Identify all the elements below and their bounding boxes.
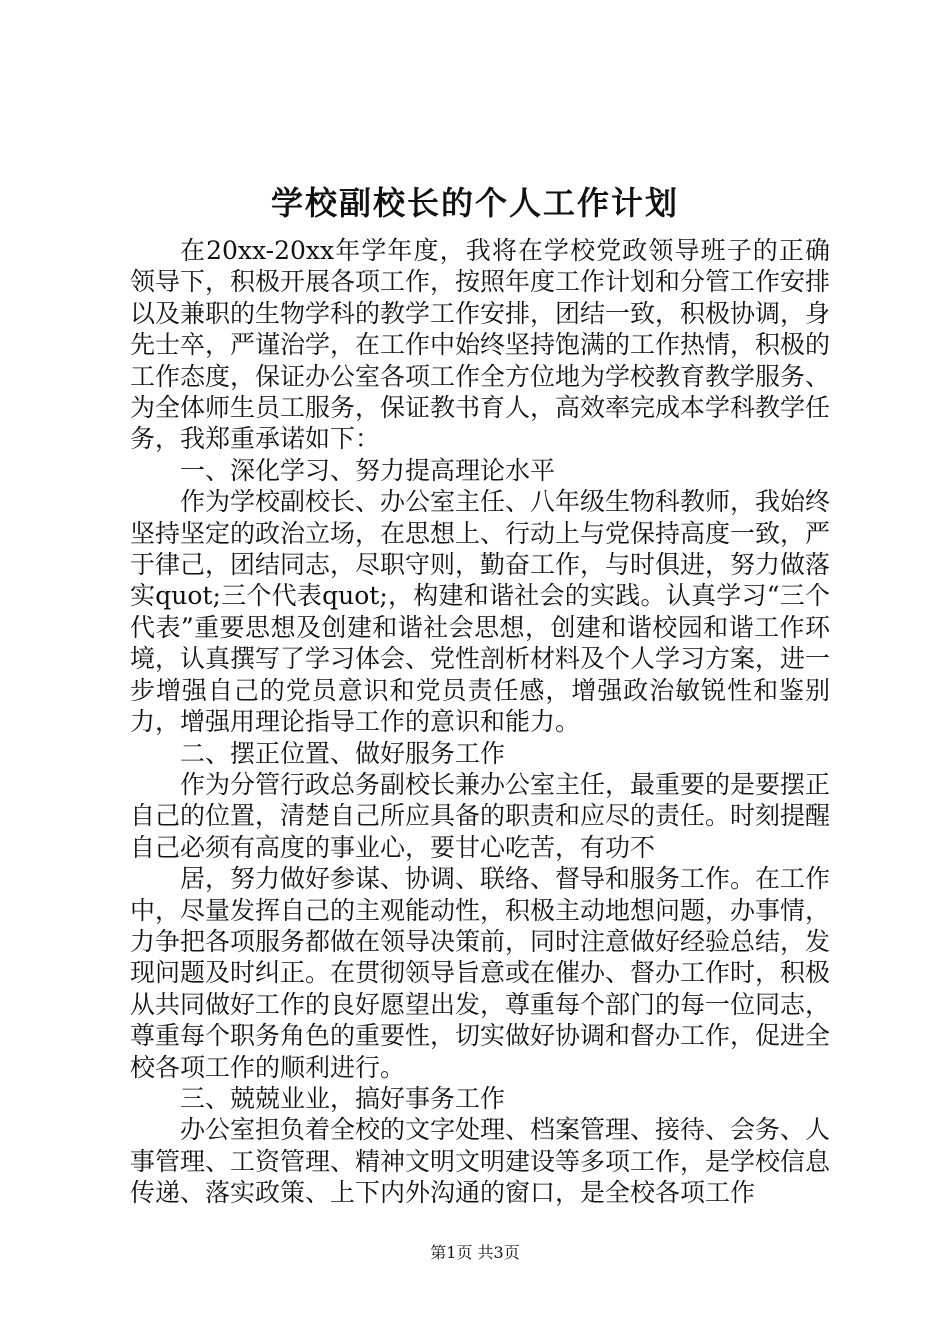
section-heading-2: 二、摆正位置、做好服务工作 <box>180 738 506 768</box>
section-heading-3: 三、兢兢业业，搞好事务工作 <box>180 1083 506 1113</box>
section-2-paragraph-a: 作为分管行政总务副校长兼办公室主任，最重要的是要摆正自己的位置，清楚自己所应具备的职责和应尽的责任。时刻提醒自己必须有高度的事业心，要甘心吃苦，有功不 <box>130 769 831 862</box>
page-footer: 第1页 共3页 <box>430 1243 520 1262</box>
section-1-paragraph: 作为学校副校长、办公室主任、八年级生物科教师，我始终坚持坚定的政治立场，在思想上、行动上与党保持高度一致，严于律己，团结同志，尽职守则，勤奋工作，与时俱进，努力做落实quot;三个代表quot;，构建和谐社会的实践。认真学习“三个代表”重要思想及创建和谐社会思想，创建和谐校园和谐工作环境，认真撰写了学习体会、党性剖析材料及个人学习方案，进一步增强自己的党员意识和党员责任感，增强政治敏锐性和鉴别力，增强用理论指导工作的意识和能力。 <box>130 487 831 737</box>
section-heading-1: 一、深化学习、努力提高理论水平 <box>180 455 556 485</box>
intro-paragraph: 在20xx-20xx年学年度，我将在学校党政领导班子的正确领导下，积极开展各项工作，按照年度工作计划和分管工作安排以及兼职的生物学科的教学工作安排，团结一致，积极协调，身先士卒，严谨治学，在工作中始终坚持饱满的工作热情，积极的工作态度，保证办公室各项工作全方位地为学校教育教学服务、为全体师生员工服务，保证教书育人，高效率完成本学科教学任务，我郑重承诺如下： <box>130 236 831 454</box>
document-title: 学校副校长的个人工作计划 <box>270 184 679 222</box>
section-2-paragraph-b: 居，努力做好参谋、协调、联络、督导和服务工作。在工作中，尽量发挥自己的主观能动性，积极主动地想问题，办事情，力争把各项服务都做在领导决策前，同时注意做好经验总结，发现问题及时纠正。在贯彻领导旨意或在催办、督办工作时，积极从共同做好工作的良好愿望出发，尊重每个部门的每一位同志，尊重每个职务角色的重要性，切实做好协调和督办工作，促进全校各项工作的顺利进行。 <box>130 864 831 1082</box>
section-3-paragraph: 办公室担负着全校的文字处理、档案管理、接待、会务、人事管理、工资管理、精神文明文明建设等多项工作，是学校信息传递、落实政策、上下内外沟通的窗口，是全校各项工作 <box>130 1115 831 1208</box>
document-body <box>130 235 830 1209</box>
